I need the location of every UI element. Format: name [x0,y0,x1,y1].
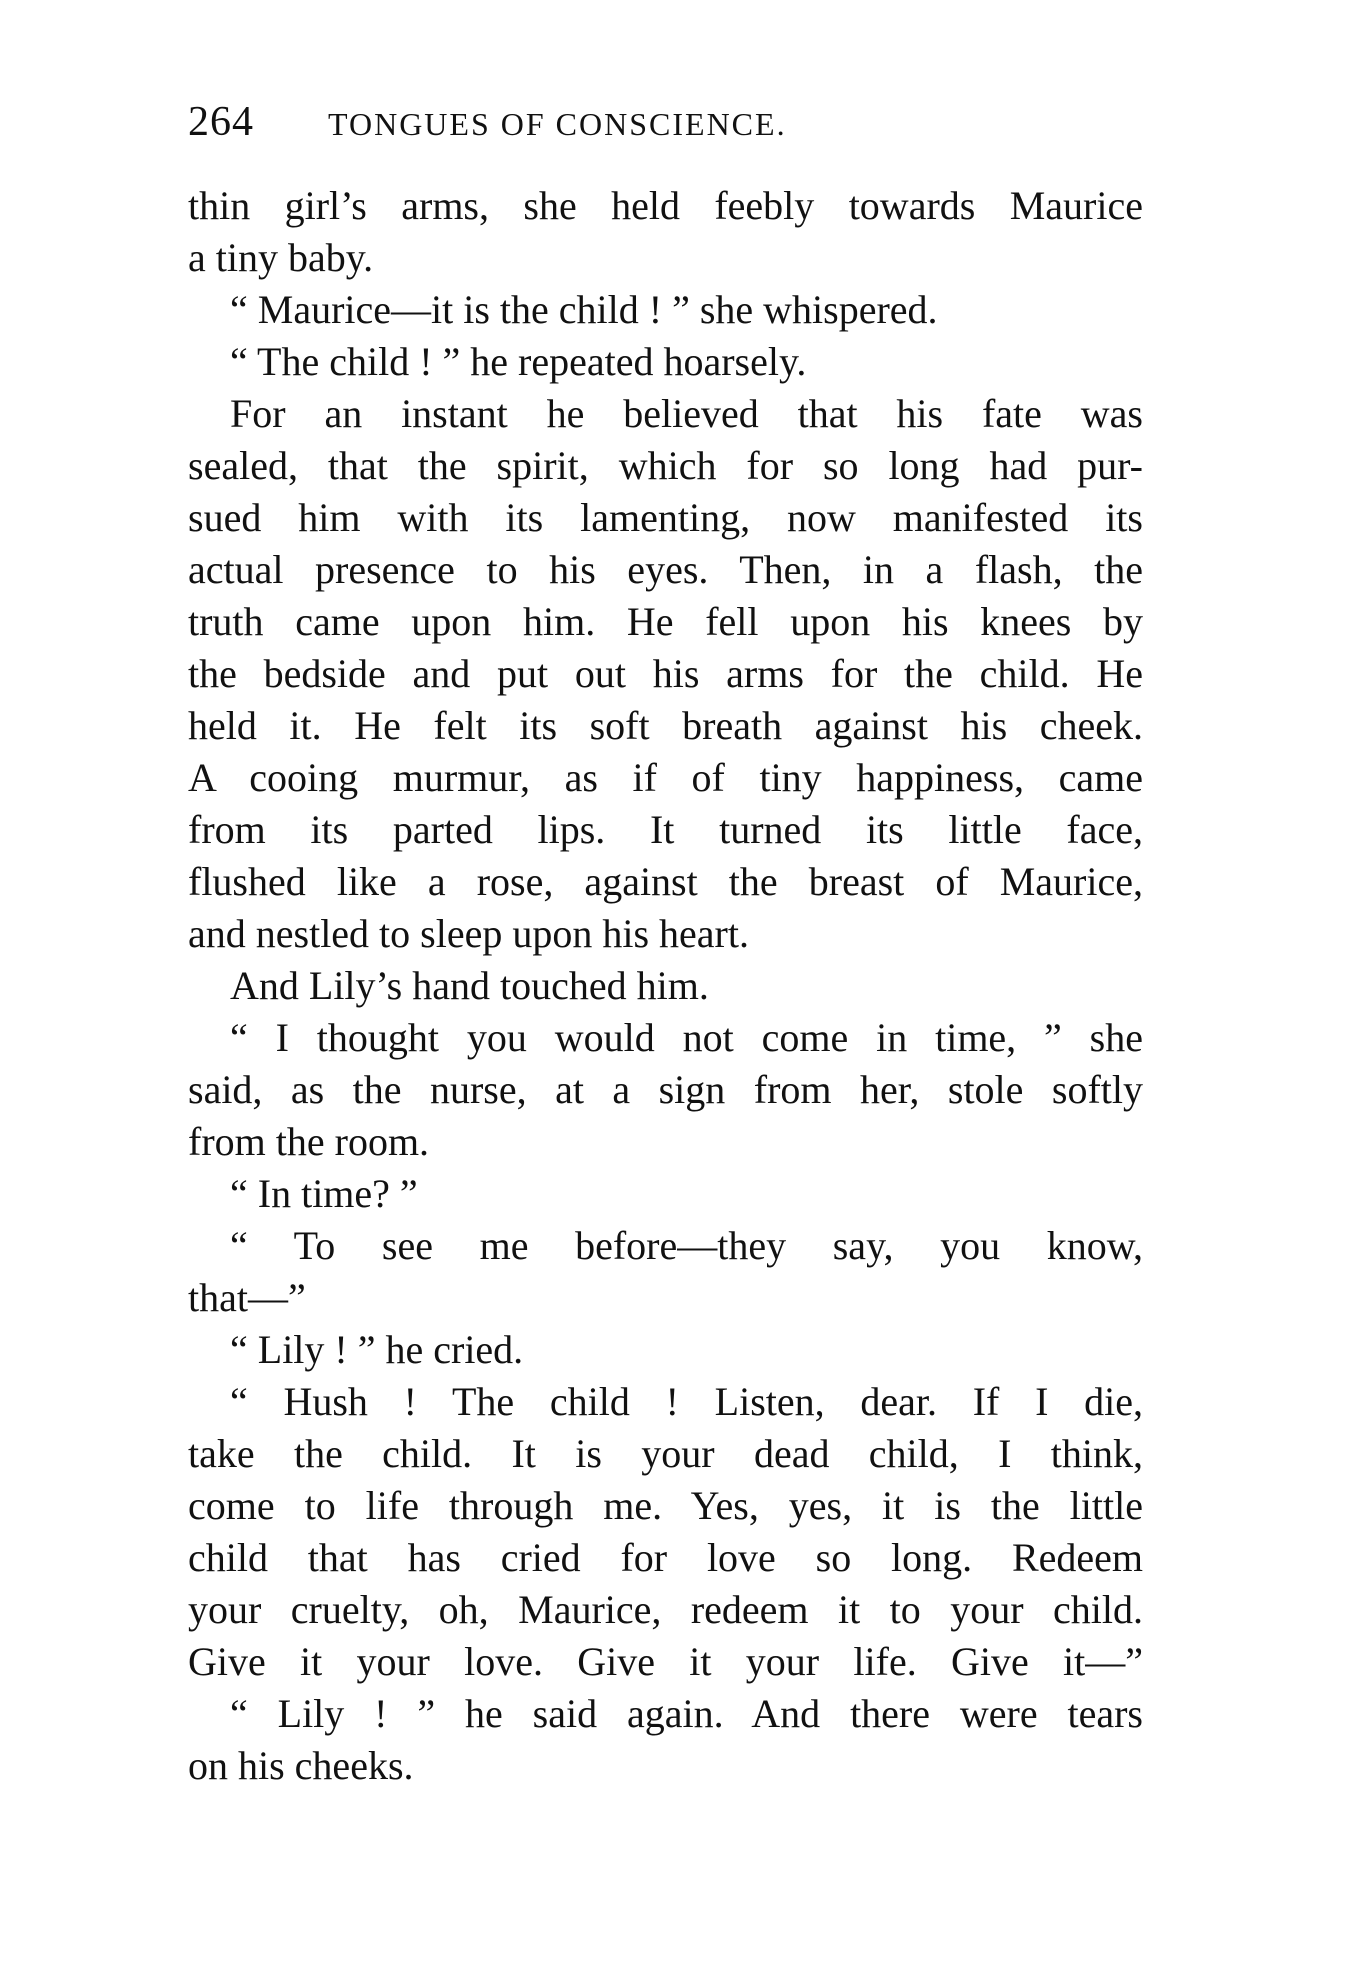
text-line: your cruelty, oh, Maurice, redeem it to your child. [188,1587,1143,1632]
text-line: take the child. It is your dead child, I think, [188,1431,1143,1476]
text-line: And Lily’s hand touched him. [230,963,709,1008]
text-line: “ Lily ! ” he cried. [230,1327,524,1372]
text-line: “ Hush ! The child ! Listen, dear. If I die, [230,1379,1143,1424]
text-line: actual presence to his eyes. Then, in a flash, the [188,547,1143,592]
text-line: from its parted lips. It turned its little face, [188,807,1143,852]
text-line: come to life through me. Yes, yes, it is the little [188,1483,1143,1528]
text-line: on his cheeks. [188,1743,414,1788]
text-line: “ In time? ” [230,1171,418,1216]
text-line: “ I thought you would not come in time, ” she [230,1015,1143,1060]
text-line: “ Maurice—it is the child ! ” she whispered. [230,287,938,332]
page-header [188,98,1143,154]
text-line: the bedside and put out his arms for the child. He [188,651,1143,696]
text-line: child that has cried for love so long. Redeem [188,1535,1143,1580]
text-line: thin girl’s arms, she held feebly towards Maurice [188,183,1143,228]
page-number: 264 [188,99,254,145]
text-line: a tiny baby. [188,235,374,280]
text-line: Give it your love. Give it your life. Give it—” [188,1639,1143,1684]
text-line: and nestled to sleep upon his heart. [188,911,749,956]
text-line: For an instant he believed that his fate was [230,391,1143,436]
text-line: that—” [188,1275,306,1320]
book-page [188,98,1143,1792]
running-title: TONGUES OF CONSCIENCE. [328,106,787,142]
text-line: flushed like a rose, against the breast of Maurice, [188,859,1143,904]
text-line: held it. He felt its soft breath against his cheek. [188,703,1143,748]
text-line: from the room. [188,1119,430,1164]
text-line: “ To see me before—they say, you know, [230,1223,1143,1268]
text-line: truth came upon him. He fell upon his knees by [188,599,1143,644]
text-line: A cooing murmur, as if of tiny happiness, came [188,755,1143,800]
body-text [188,180,1143,1792]
text-line: “ The child ! ” he repeated hoarsely. [230,339,807,384]
text-line: “ Lily ! ” he said again. And there were tears [230,1691,1143,1736]
text-line: sued him with its lamenting, now manifested its [188,495,1143,540]
text-line: sealed, that the spirit, which for so long had pur- [188,443,1143,488]
text-line: said, as the nurse, at a sign from her, stole softly [188,1067,1143,1112]
